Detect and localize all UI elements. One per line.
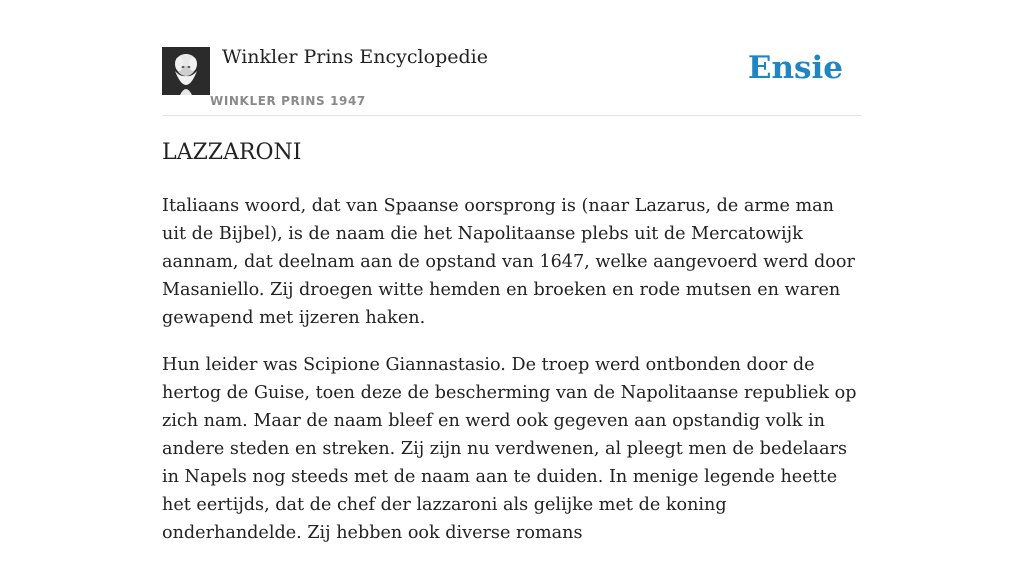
article-body [162,192,862,566]
article-container [162,0,862,543]
bearded-man-portrait-icon [162,47,210,95]
brand-logo-link[interactable]: Ensie [747,50,843,86]
avatar[interactable] [162,47,210,95]
edition-label: WINKLER PRINS 1947 [210,94,366,108]
header [162,0,862,116]
article-paragraph: Hun leider was Scipione Giannastasio. De troep werd ontbonden door de hertog de Guise, toen deze de bescherming van de Napolitaanse republiek op zich nam. Maar de naam bleef en werd ook gegeven aan opstandig volk in andere steden en streken. Zij zijn nu verdwenen, al pleegt men de bedelaars in Napels nog steeds met de naam aan te duiden. In menige legende heette het eertijds, dat de chef der lazzaroni als gelijke met de koning onderhandelde. Zij hebben ook diverse romans [162,355,857,543]
site-name-link[interactable]: Winkler Prins Encyclopedie [222,46,488,68]
article-title: LAZZARONI [162,140,302,165]
article-paragraph: Italiaans woord, dat van Spaanse oorsprong is (naar Lazarus, de arme man uit de Bijbel), is de naam die het Napolitaanse plebs uit de Mercatowijk aannam, dat deelnam aan de opstand van 1647, welke aangevoerd werd door Masaniello. Zij droegen witte hemden en broeken en rode mutsen en waren gewapend met ijzeren haken. [162,196,855,328]
